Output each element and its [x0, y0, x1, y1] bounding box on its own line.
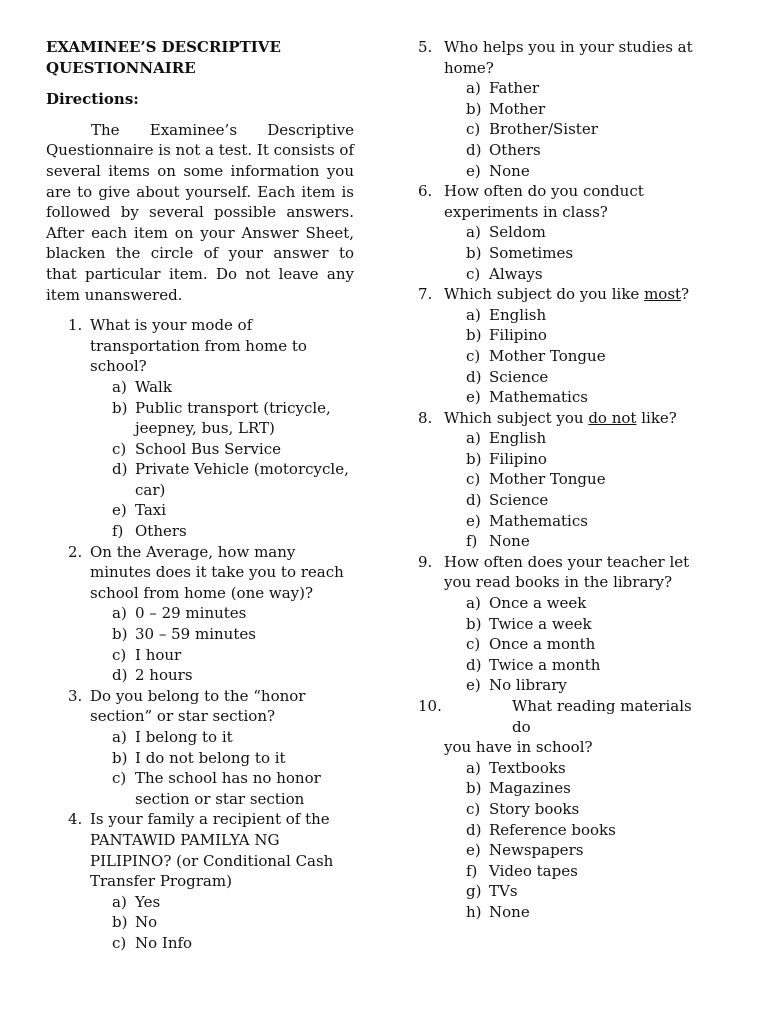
question-text-end: ? [681, 285, 690, 304]
option-item [444, 758, 700, 779]
left-column [46, 37, 354, 954]
option-item [444, 655, 700, 676]
option-text: Father [489, 79, 540, 98]
option-letter: c) [466, 635, 481, 654]
option-letter: d) [466, 491, 482, 510]
question-number: 7. [418, 285, 433, 304]
option-item [444, 99, 700, 120]
option-letter: c) [466, 470, 481, 489]
option-text: Story books [489, 799, 580, 818]
option-text: Science [489, 491, 549, 510]
option-letter: c) [466, 120, 481, 139]
option-letter: c) [466, 346, 481, 365]
option-text: English [489, 305, 547, 324]
option-item [90, 500, 354, 521]
option-item [90, 727, 354, 748]
option-item [90, 624, 354, 645]
option-text: Public transport (tricycle, jeepney, bus, LRT) [135, 398, 331, 438]
option-letter: d) [466, 820, 482, 839]
option-text: Seldom [489, 223, 546, 242]
option-text: Science [489, 367, 549, 386]
option-text: 30 – 59 minutes [135, 625, 256, 644]
option-letter: b) [112, 913, 128, 932]
option-letter: d) [466, 367, 482, 386]
option-item [90, 912, 354, 933]
option-item [444, 387, 700, 408]
option-letter: d) [112, 460, 128, 479]
option-letter: a) [112, 892, 127, 911]
option-text: None [489, 161, 530, 180]
option-letter: b) [466, 326, 482, 345]
question-text-start: Which subject do you like [444, 285, 645, 304]
option-text: Once a month [489, 635, 596, 654]
option-letter: d) [466, 655, 482, 674]
question-2 [46, 542, 354, 686]
option-item [444, 902, 700, 923]
option-item [444, 614, 700, 635]
option-letter: f) [466, 532, 478, 551]
option-item [444, 428, 700, 449]
option-text: Yes [135, 892, 161, 911]
question-text-line-1: What reading materials do [512, 697, 692, 736]
option-letter: b) [466, 99, 482, 118]
option-letter: e) [466, 676, 481, 695]
option-letter: c) [112, 769, 127, 788]
option-text: Textbooks [489, 758, 566, 777]
option-letter: a) [466, 305, 481, 324]
emphasis-do-not: do not [588, 408, 637, 427]
option-text: TVs [489, 882, 518, 901]
option-list [444, 222, 700, 284]
question-text-end: like? [636, 408, 677, 427]
option-text: Twice a week [489, 614, 592, 633]
option-letter: a) [466, 79, 481, 98]
question-text-start: Which subject you [444, 408, 589, 427]
option-item [444, 881, 700, 902]
option-item [90, 603, 354, 624]
option-text: Filipino [489, 449, 547, 468]
option-letter: a) [112, 377, 127, 396]
directions-text: The Examinee’s Descriptive Questionnaire is not a test. It consists of several items on some information you are to give about yourself. Each item is followed by several possible answers. After each item on your Answer Sheet, blacken the circle of your answer to that particular item. Do not leave any item unanswered. [46, 120, 354, 304]
option-letter: b) [112, 748, 128, 767]
option-item [444, 531, 700, 552]
right-column [418, 37, 700, 923]
option-text: Newspapers [489, 841, 584, 860]
question-number: 3. [68, 686, 83, 705]
question-number: 6. [418, 182, 433, 201]
option-list [444, 428, 700, 552]
emphasis-most: most [644, 285, 682, 304]
option-item [444, 325, 700, 346]
option-letter: e) [466, 511, 481, 530]
directions-label: Directions: [46, 90, 139, 109]
option-letter: b) [466, 779, 482, 798]
option-text: Mother Tongue [489, 346, 606, 365]
question-7 [418, 284, 700, 408]
option-text: Always [489, 264, 543, 283]
option-letter: b) [466, 243, 482, 262]
question-number: 1. [68, 316, 83, 335]
option-list [444, 305, 700, 408]
option-letter: a) [112, 728, 127, 746]
option-item [444, 449, 700, 470]
title-line-2: QUESTIONNAIRE [46, 58, 196, 77]
option-letter: a) [466, 594, 481, 613]
option-item [444, 511, 700, 532]
option-letter: c) [112, 933, 127, 952]
option-list [90, 603, 354, 685]
option-item [90, 892, 354, 913]
option-item [444, 305, 700, 326]
question-list-right [418, 37, 700, 923]
option-text: Others [489, 140, 541, 159]
option-item [444, 675, 700, 696]
option-letter: a) [112, 604, 127, 623]
option-text: Filipino [489, 326, 547, 345]
option-letter: c) [112, 645, 127, 664]
option-text: I hour [135, 645, 182, 664]
question-text: Is your family a recipient of the PANTAWID PAMILYA NG PILIPINO? (or Conditional Cash Transfer Program) [90, 810, 334, 891]
option-item [90, 459, 354, 500]
option-item [90, 377, 354, 398]
option-text: The school has no honor section or star section [135, 769, 321, 808]
option-letter: f) [466, 861, 478, 880]
question-text: How often does your teacher let you read books in the library? [444, 552, 690, 592]
question-number: 2. [68, 542, 83, 561]
option-letter: b) [112, 398, 128, 417]
question-3 [46, 686, 354, 810]
question-1 [46, 315, 354, 542]
option-item [444, 243, 700, 264]
question-9 [418, 552, 700, 696]
option-text: Mother [489, 99, 546, 118]
option-text: Walk [135, 377, 172, 396]
question-text [444, 696, 700, 758]
option-text: Mother Tongue [489, 470, 606, 489]
option-text: I belong to it [135, 728, 233, 746]
question-number: 4. [68, 810, 83, 829]
question-number: 9. [418, 552, 433, 571]
option-letter: d) [112, 666, 128, 685]
option-letter: f) [112, 522, 124, 541]
option-text: 0 – 29 minutes [135, 604, 247, 623]
option-text: Mathematics [489, 511, 588, 530]
question-text: What is your mode of transportation from home to school? [90, 316, 307, 376]
option-text: English [489, 429, 547, 448]
option-list [444, 758, 700, 923]
option-item [90, 439, 354, 460]
option-item [444, 161, 700, 182]
question-10 [418, 696, 700, 923]
option-item [444, 469, 700, 490]
option-item [444, 222, 700, 243]
document-title [46, 37, 354, 78]
option-item [444, 490, 700, 511]
question-4 [46, 809, 354, 953]
directions-paragraph [46, 120, 354, 305]
option-item [444, 634, 700, 655]
option-letter: c) [466, 799, 481, 818]
option-item [90, 748, 354, 769]
question-5 [418, 37, 700, 181]
option-list [444, 78, 700, 181]
option-letter: a) [466, 429, 481, 448]
question-number: 8. [418, 408, 433, 427]
option-item [90, 645, 354, 666]
question-6 [418, 181, 700, 284]
option-item [90, 768, 354, 809]
option-letter: g) [466, 882, 482, 901]
option-text: Twice a month [489, 655, 601, 674]
option-letter: d) [466, 140, 482, 159]
option-letter: b) [112, 625, 128, 644]
option-text: Video tapes [489, 861, 578, 880]
option-text: School Bus Service [135, 439, 281, 458]
option-list [90, 727, 354, 809]
option-item [444, 140, 700, 161]
option-letter: h) [466, 902, 482, 921]
option-item [444, 861, 700, 882]
option-item [444, 264, 700, 285]
question-text: Do you belong to the “honor section” or star section? [90, 686, 306, 726]
option-letter: e) [112, 501, 127, 520]
option-text: No [135, 913, 158, 932]
option-item [444, 799, 700, 820]
option-item [444, 593, 700, 614]
option-letter: a) [466, 758, 481, 777]
question-text: How often do you conduct experiments in class? [444, 182, 644, 221]
option-item [444, 119, 700, 140]
question-text-line-2: you have in school? [444, 738, 593, 757]
option-list [444, 593, 700, 696]
option-text: Private Vehicle (motorcycle, car) [135, 460, 349, 499]
option-letter: c) [112, 439, 127, 458]
question-number: 10. [418, 697, 442, 715]
question-8 [418, 408, 700, 552]
option-item [444, 346, 700, 367]
question-text: Who helps you in your studies at home? [444, 38, 693, 77]
option-letter: b) [466, 449, 482, 468]
option-text: None [489, 902, 530, 921]
option-letter: b) [466, 614, 482, 633]
option-text: Others [135, 522, 187, 541]
option-text: I do not belong to it [135, 748, 286, 767]
option-text: Brother/Sister [489, 120, 598, 139]
option-letter: a) [466, 223, 481, 242]
option-text: No Info [135, 933, 193, 952]
question-text: On the Average, how many minutes does it take you to reach school from home (one way)? [90, 542, 344, 602]
title-line-1: EXAMINEE’S DESCRIPTIVE [46, 38, 281, 56]
option-letter: c) [466, 264, 481, 283]
option-item [90, 933, 354, 954]
option-item [444, 840, 700, 861]
option-text: Once a week [489, 594, 587, 613]
option-list [90, 892, 354, 954]
option-text: Taxi [135, 501, 167, 520]
option-text: 2 hours [135, 666, 193, 685]
option-item [444, 78, 700, 99]
option-text: Reference books [489, 820, 616, 839]
question-text [444, 284, 700, 305]
option-text: No library [489, 676, 567, 695]
option-text: Sometimes [489, 243, 574, 262]
option-item [444, 820, 700, 841]
question-list-left [46, 315, 354, 953]
option-item [90, 521, 354, 542]
option-list [90, 377, 354, 542]
option-letter: e) [466, 388, 481, 407]
option-text: Magazines [489, 779, 571, 798]
option-letter: e) [466, 161, 481, 180]
option-letter: e) [466, 841, 481, 860]
question-number: 5. [418, 38, 433, 56]
option-item [90, 398, 354, 439]
option-text: None [489, 532, 530, 551]
question-text [444, 408, 700, 429]
option-item [444, 367, 700, 388]
option-item [444, 778, 700, 799]
option-item [90, 665, 354, 686]
option-text: Mathematics [489, 388, 588, 407]
